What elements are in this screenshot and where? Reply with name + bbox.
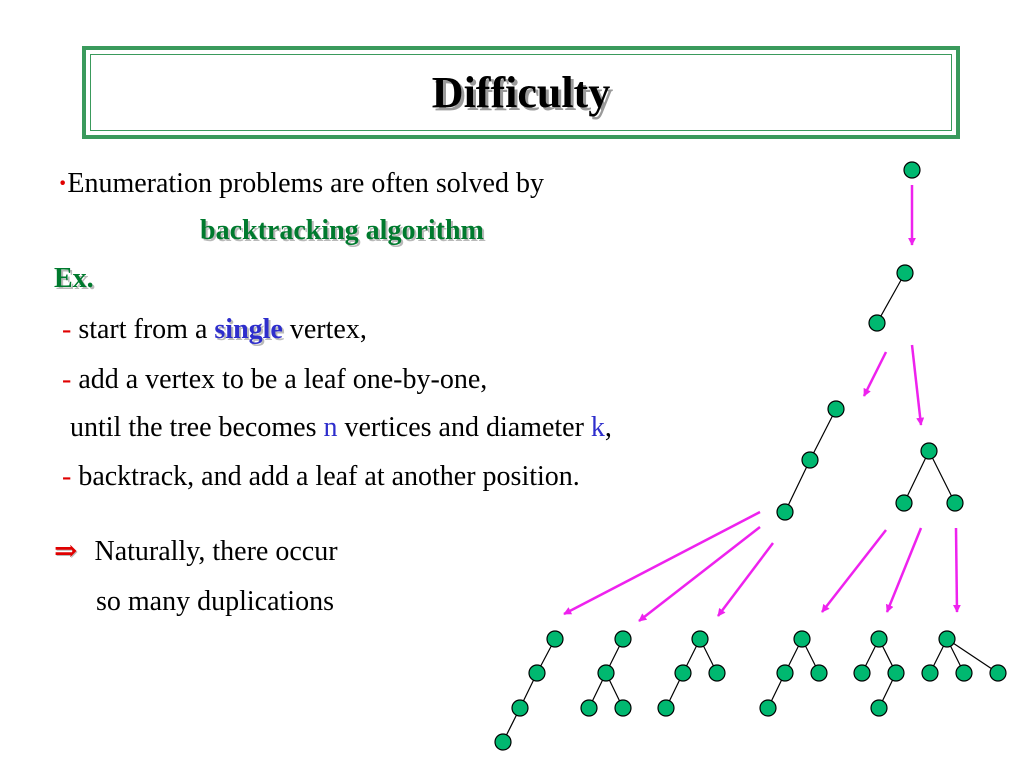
tree-node xyxy=(794,631,810,647)
tree-node xyxy=(854,665,870,681)
tree-node xyxy=(692,631,708,647)
conclusion2-text: so many duplications xyxy=(96,586,334,617)
tree-node xyxy=(871,631,887,647)
tree-node xyxy=(828,401,844,417)
tree-node xyxy=(921,443,937,459)
step2-text: add a vertex to be a leaf one-by-one, xyxy=(78,364,488,395)
dash-marker: - xyxy=(62,314,72,345)
tree-node xyxy=(939,631,955,647)
tree-node xyxy=(615,631,631,647)
tree-node xyxy=(947,495,963,511)
arrow-3 xyxy=(912,345,921,425)
tree-node xyxy=(760,700,776,716)
tree-node xyxy=(777,504,793,520)
tree-node xyxy=(658,700,674,716)
tree-node xyxy=(888,665,904,681)
tree-node xyxy=(675,665,691,681)
arrow-7 xyxy=(822,530,886,612)
tree-node xyxy=(581,700,597,716)
implies-arrow-icon: ⇒ xyxy=(54,536,78,567)
arrow-2 xyxy=(864,352,886,396)
tree-node xyxy=(904,162,920,178)
single-highlight: single xyxy=(214,314,283,345)
step2b-pre: until the tree becomes xyxy=(70,412,324,443)
step2b-post: , xyxy=(604,412,612,443)
tree-edge xyxy=(947,639,998,673)
step1-text-post: vertex, xyxy=(282,314,367,345)
arrow-5 xyxy=(639,527,760,621)
tree-node xyxy=(956,665,972,681)
tree-node xyxy=(709,665,725,681)
tree-node xyxy=(512,700,528,716)
dash-marker: - xyxy=(62,461,72,492)
tree-edge xyxy=(904,451,929,503)
n-variable: n xyxy=(323,412,338,443)
tree-node xyxy=(896,495,912,511)
arrow-8 xyxy=(887,528,921,612)
line1-text: Enumeration problems are often solved by xyxy=(67,168,544,199)
tree-node xyxy=(598,665,614,681)
tree-node xyxy=(495,734,511,750)
k-variable: k xyxy=(590,412,605,443)
step1-text-pre: start from a xyxy=(78,314,215,345)
bullet-icon: · xyxy=(58,168,68,199)
tree-node xyxy=(777,665,793,681)
tree-node xyxy=(615,700,631,716)
arrow-9 xyxy=(956,528,957,612)
backtracking-highlight: backtracking algorithm xyxy=(200,215,484,246)
dash-marker: - xyxy=(62,364,72,395)
tree-node xyxy=(802,452,818,468)
tree-node xyxy=(869,315,885,331)
slide-title: Difficulty xyxy=(431,68,611,117)
step2b-mid: vertices and diameter xyxy=(337,412,591,443)
tree-node xyxy=(811,665,827,681)
tree-edge xyxy=(929,451,955,503)
step3-text: backtrack, and add a leaf at another position. xyxy=(78,461,580,492)
tree-node xyxy=(990,665,1006,681)
tree-node xyxy=(871,700,887,716)
tree-node xyxy=(547,631,563,647)
conclusion1-text: Naturally, there occur xyxy=(94,536,338,567)
tree-node xyxy=(897,265,913,281)
tree-node xyxy=(529,665,545,681)
ex-label: Ex. xyxy=(54,263,94,294)
tree-node xyxy=(922,665,938,681)
tree-edge xyxy=(785,460,810,512)
